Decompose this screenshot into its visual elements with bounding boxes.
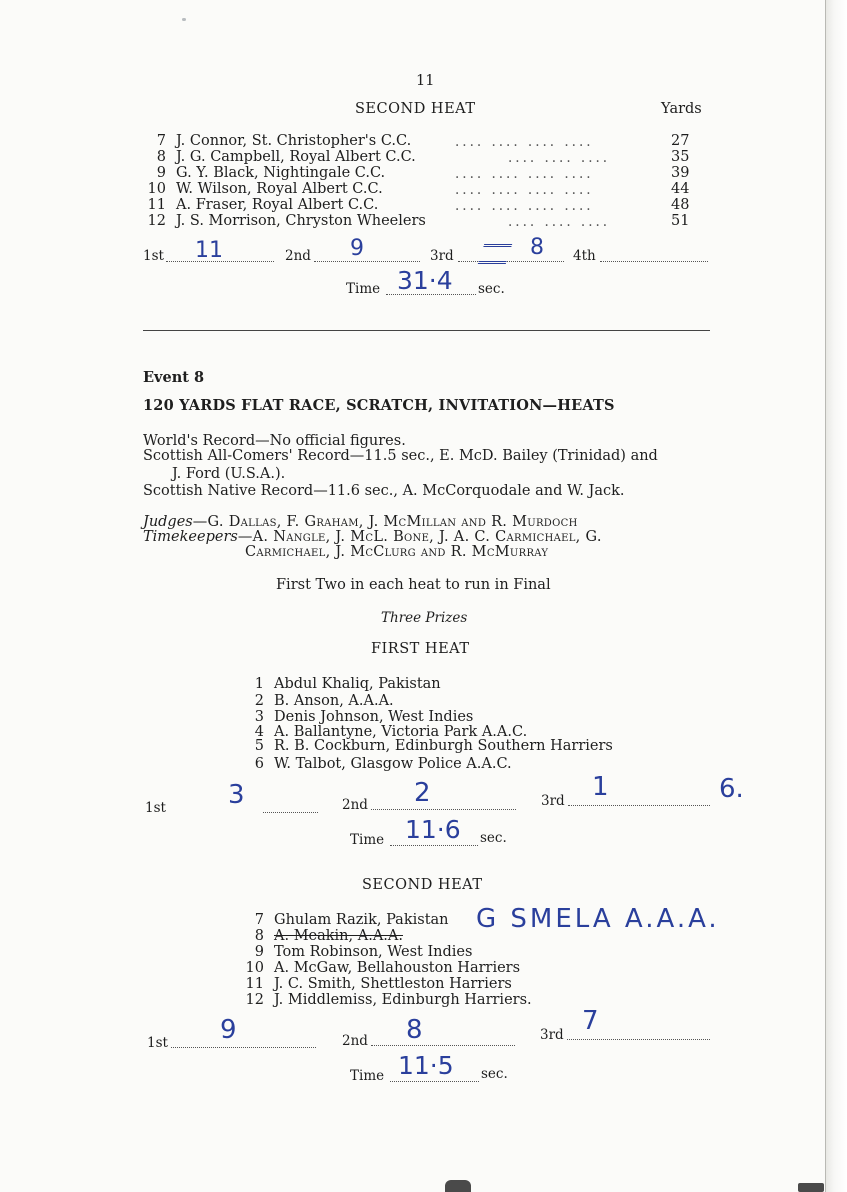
place-label-3rd: 3rd (430, 248, 454, 264)
entry-yards: 27 (671, 133, 690, 149)
entry-row (140, 165, 385, 181)
scan-mark-bottom-right (798, 1183, 824, 1192)
handwritten-third-place[interactable]: 7 (582, 1006, 599, 1036)
entry-number: 11 (245, 976, 264, 992)
entry-leader: .... .... .... .... (455, 166, 594, 182)
entry-number: 10 (147, 181, 166, 197)
entry-row (238, 944, 472, 960)
entry-name: G. Y. Black, Nightingale C.C. (176, 165, 386, 181)
entry-leader: .... .... .... (508, 150, 611, 166)
place-line-1st (263, 812, 318, 813)
timekeepers-names: —A. Nangle, J. McL. Bone, J. A. C. Carmichael, G. (237, 529, 602, 545)
judges-label: Judges (143, 514, 193, 530)
handwritten-extra[interactable]: 6. (719, 774, 744, 804)
entry-name: R. B. Cockburn, Edinburgh Southern Harriers (274, 738, 613, 754)
entry-name: W. Talbot, Glasgow Police A.A.C. (274, 756, 512, 772)
entry-number: 8 (254, 928, 264, 944)
entry-leader: .... .... .... (508, 214, 611, 230)
event-title: 120 YARDS FLAT RACE, SCRATCH, INVITATION—HEATS (143, 397, 615, 414)
entry-yards: 35 (671, 149, 690, 165)
entry-number: 3 (254, 709, 264, 725)
entry-number: 12 (147, 213, 166, 229)
entry-name: J. Connor, St. Christopher's C.C. (176, 133, 412, 149)
handwritten-time[interactable]: 31·4 (397, 266, 453, 295)
second-heat-heading: SECOND HEAT (362, 877, 483, 893)
time-line (390, 1081, 479, 1082)
entry-leader: .... .... .... .... (455, 198, 594, 214)
entry-row (238, 928, 403, 944)
entry-number: 4 (254, 724, 264, 740)
entry-row (238, 676, 441, 692)
entry-name: A. Fraser, Royal Albert C.C. (176, 197, 379, 213)
entry-name: W. Wilson, Royal Albert C.C. (176, 181, 383, 197)
entry-name: Ghulam Razik, Pakistan (274, 912, 449, 928)
entry-row (238, 960, 520, 976)
place-label-2nd: 2nd (342, 797, 368, 813)
world-record: World's Record—No official figures. (143, 433, 406, 449)
entry-row (140, 133, 411, 149)
judges-names: —G. Dallas, F. Graham, J. McMillan and R. Murdoch (192, 514, 578, 530)
entry-name-struck: A. Meakin, A.A.A. (274, 928, 403, 944)
entry-name: J. C. Smith, Shettleston Harriers (274, 976, 512, 992)
page-number: 11 (416, 73, 435, 89)
entry-number: 5 (254, 738, 264, 754)
entry-number: 10 (245, 960, 264, 976)
entry-yards: 39 (671, 165, 690, 181)
page-edge (825, 0, 847, 1192)
judges-line (143, 514, 578, 530)
place-label-3rd: 3rd (541, 793, 565, 809)
place-line-2nd (314, 261, 420, 262)
handwritten-time[interactable]: 11·5 (398, 1051, 454, 1080)
entry-leader: .... .... .... .... (455, 134, 594, 150)
time-unit: sec. (481, 1066, 508, 1082)
place-line-2nd (371, 809, 516, 810)
entry-number: 8 (156, 149, 166, 165)
scan-mark (182, 18, 186, 21)
entry-number: 7 (156, 133, 166, 149)
timekeepers-names-cont: Carmichael, J. McClurg and R. McMurray (245, 544, 549, 560)
place-line-4th (600, 261, 708, 262)
entry-number: 9 (254, 944, 264, 960)
time-unit: sec. (480, 830, 507, 846)
handwritten-second-place[interactable]: 9 (350, 236, 364, 261)
entry-row (140, 213, 426, 229)
entry-row (238, 912, 449, 928)
handwritten-third-place[interactable]: 8 (530, 235, 544, 260)
entry-name: Denis Johnson, West Indies (274, 709, 474, 725)
place-label-4th: 4th (573, 248, 596, 264)
entry-leader: .... .... .... .... (455, 182, 594, 198)
place-line-3rd (458, 261, 564, 262)
entry-row (140, 181, 383, 197)
entry-row (238, 738, 613, 754)
entry-yards: 48 (671, 197, 690, 213)
entry-row (238, 756, 512, 772)
entry-row (238, 992, 532, 1008)
qualifier-note: First Two in each heat to run in Final (276, 577, 551, 593)
timekeepers-label: Timekeepers (143, 529, 238, 545)
place-line-2nd (371, 1045, 515, 1046)
handwritten-first-place[interactable]: 11 (195, 238, 223, 263)
time-unit: sec. (478, 281, 505, 297)
place-label-1st: 1st (143, 248, 164, 264)
entry-number: 6 (254, 756, 264, 772)
place-label-1st: 1st (145, 800, 166, 816)
entry-row (140, 149, 416, 165)
time-label: Time (350, 1068, 385, 1084)
entry-name: J. Middlemiss, Edinburgh Harriers. (274, 992, 532, 1008)
entry-yards: 51 (671, 213, 690, 229)
entry-row (238, 976, 512, 992)
time-label: Time (350, 832, 385, 848)
first-heat-heading: FIRST HEAT (371, 641, 470, 657)
scottish-all-comers-record: Scottish All-Comers' Record—11.5 sec., E. McD. Bailey (Trinidad) and (143, 448, 658, 464)
handwritten-first-place[interactable]: 9 (220, 1015, 237, 1045)
event-label: Event 8 (143, 369, 205, 386)
entry-number: 12 (245, 992, 264, 1008)
second-heat-heading: SECOND HEAT (355, 101, 476, 117)
entry-name: Tom Robinson, West Indies (274, 944, 473, 960)
entry-row (238, 693, 394, 709)
place-line-3rd (567, 1039, 710, 1040)
entry-number: 9 (156, 165, 166, 181)
place-label-2nd: 2nd (285, 248, 311, 264)
scan-mark-bottom (445, 1180, 471, 1192)
place-line-1st (171, 1047, 316, 1048)
handwritten-second-place[interactable]: 8 (406, 1015, 423, 1045)
entry-name: B. Anson, A.A.A. (274, 693, 394, 709)
entry-row (140, 197, 378, 213)
entry-number: 11 (147, 197, 166, 213)
entry-number: 1 (254, 676, 264, 692)
time-label: Time (346, 281, 381, 297)
scottish-native-record: Scottish Native Record—11.6 sec., A. McCorquodale and W. Jack. (143, 483, 625, 499)
yards-column-label: Yards (661, 101, 702, 117)
prizes-note: Three Prizes (381, 610, 468, 626)
scottish-all-comers-record-cont: J. Ford (U.S.A.). (172, 466, 286, 482)
timekeepers-line (143, 529, 602, 545)
entry-name: A. Ballantyne, Victoria Park A.A.C. (274, 724, 528, 740)
handwritten-replacement-entry[interactable]: G SMELA A.A.A. (476, 904, 720, 934)
section-divider (143, 330, 710, 331)
place-label-3rd: 3rd (540, 1027, 564, 1043)
entry-name: J. G. Campbell, Royal Albert C.C. (176, 149, 416, 165)
entry-number: 2 (254, 693, 264, 709)
entry-name: J. S. Morrison, Chryston Wheelers (176, 213, 426, 229)
handwritten-time[interactable]: 11·6 (405, 815, 461, 844)
place-line-3rd (568, 805, 710, 806)
entry-number: 7 (254, 912, 264, 928)
place-label-2nd: 2nd (342, 1033, 368, 1049)
entry-row (238, 709, 473, 725)
time-line (390, 845, 478, 846)
entry-name: A. McGaw, Bellahouston Harriers (274, 960, 521, 976)
entry-yards: 44 (671, 181, 690, 197)
handwritten-second-place[interactable]: 2 (414, 778, 431, 808)
handwritten-first-place[interactable]: 3 (228, 780, 245, 810)
handwritten-third-place[interactable]: 1 (592, 772, 609, 802)
entry-name: Abdul Khaliq, Pakistan (274, 676, 441, 692)
place-label-1st: 1st (147, 1035, 168, 1051)
